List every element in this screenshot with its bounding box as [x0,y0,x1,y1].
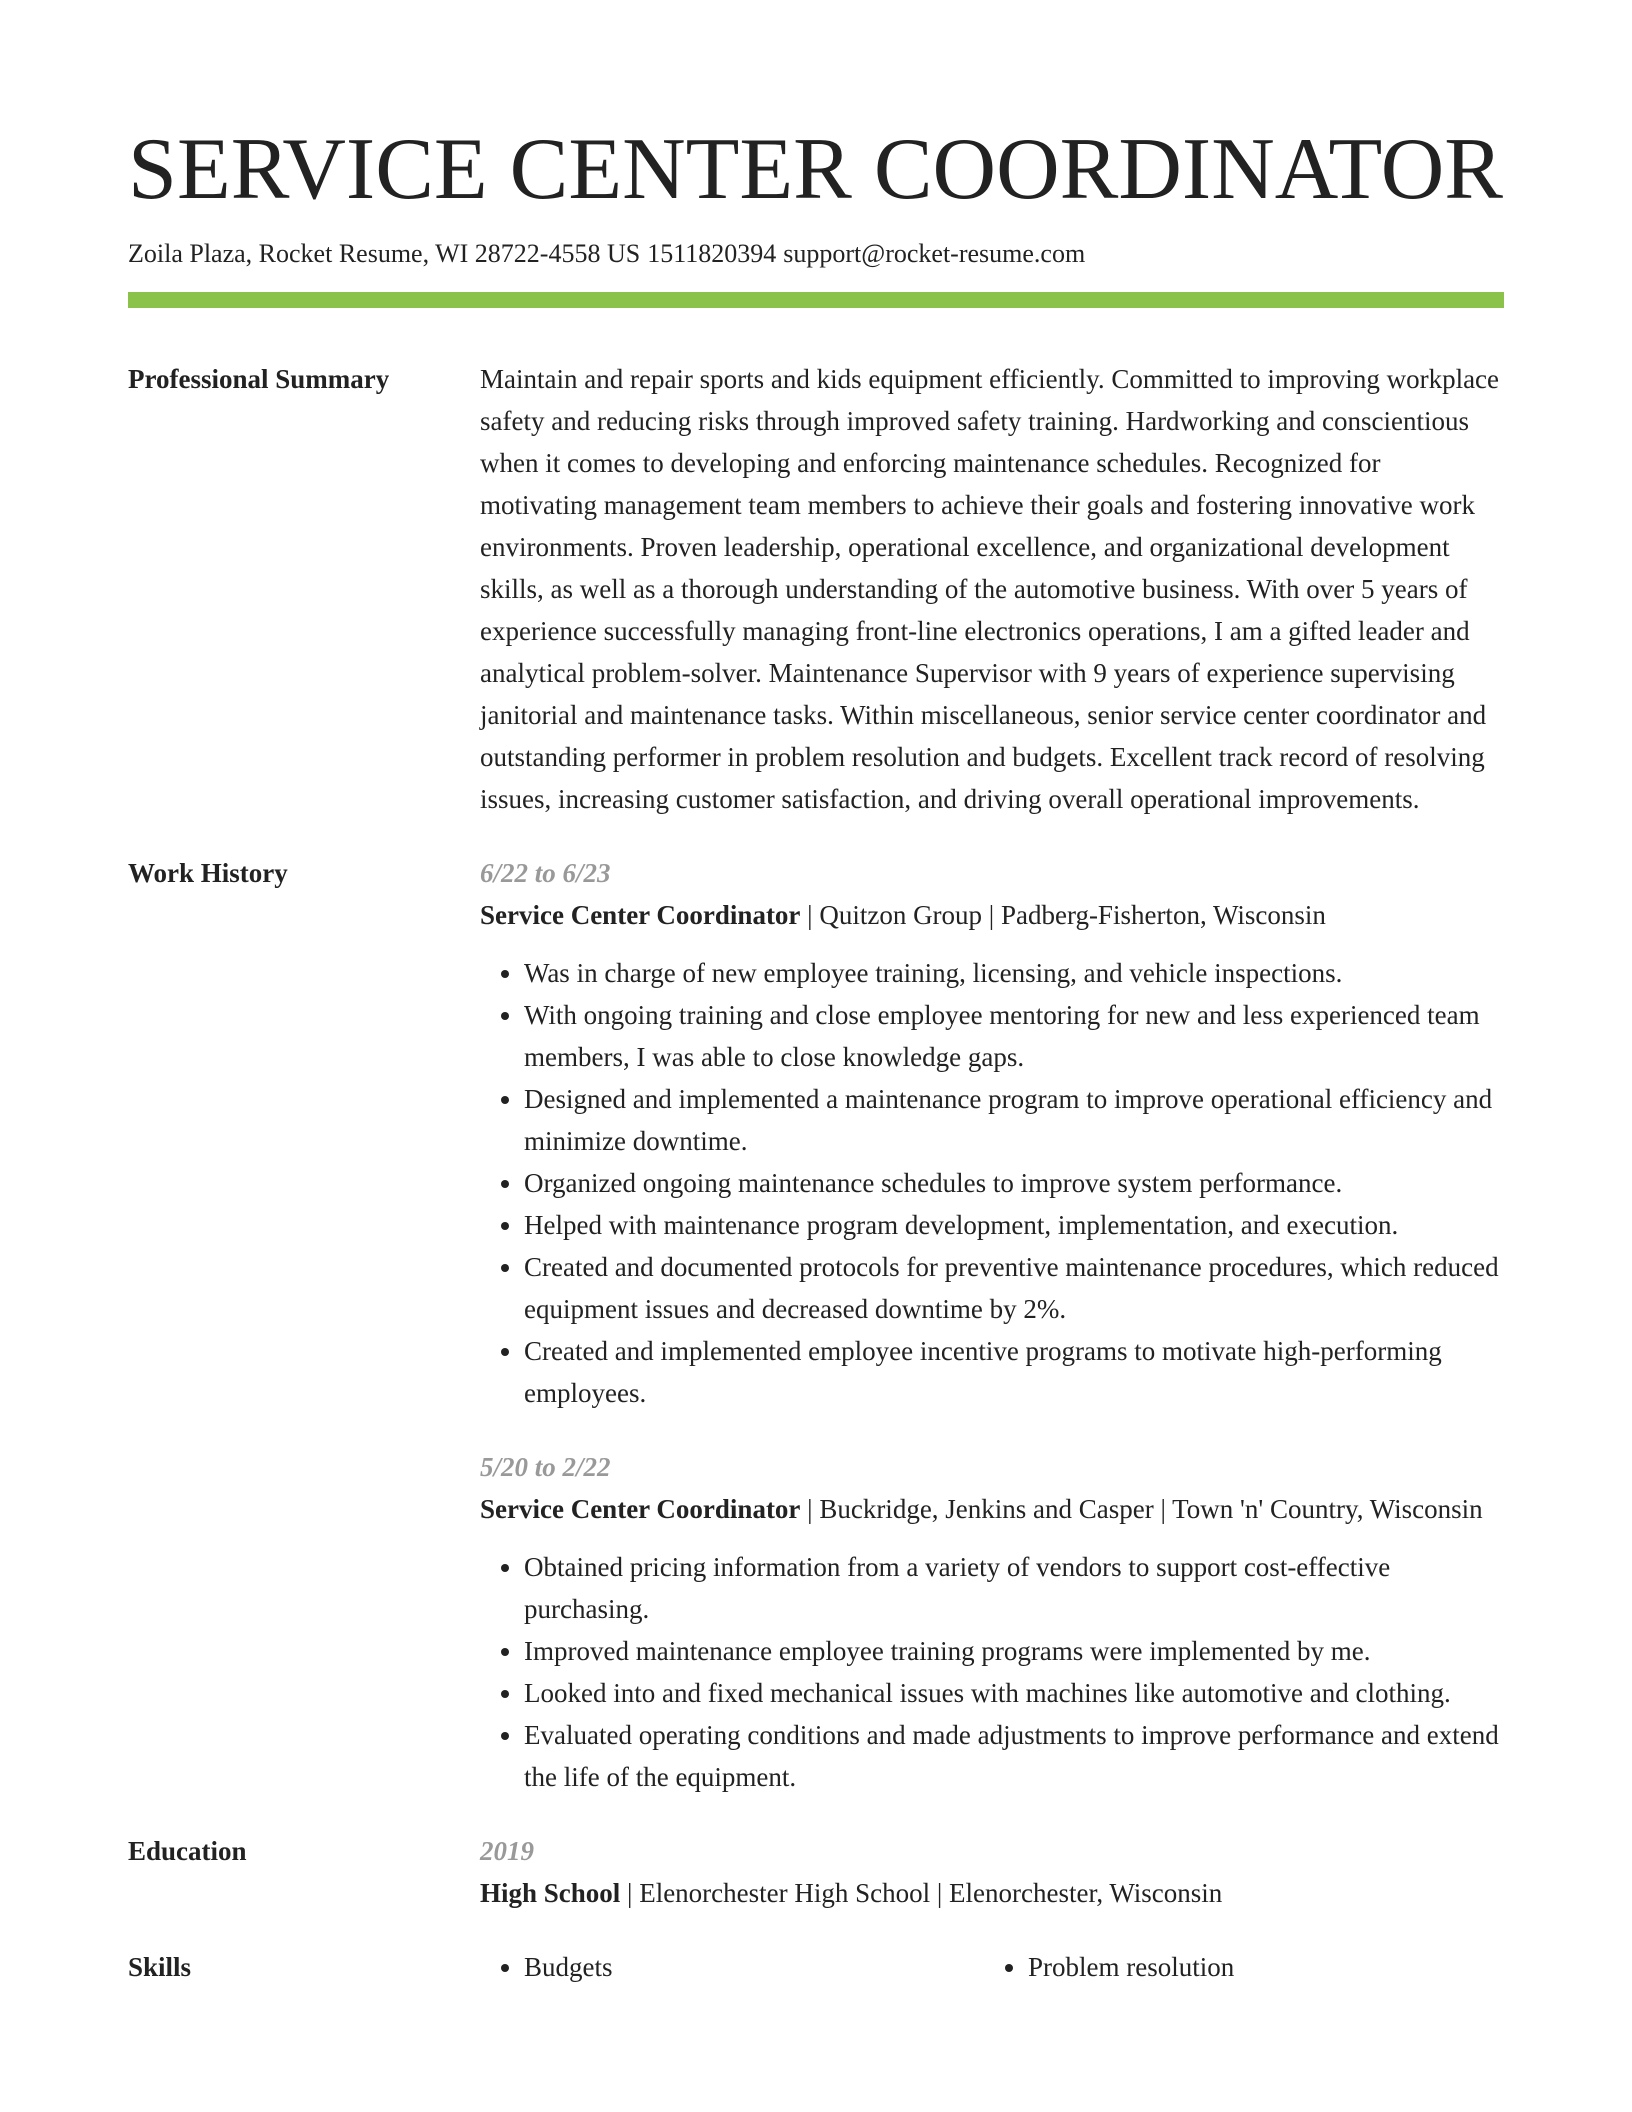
job-bullet: • With ongoing training and close employee mentoring for new and less experienced team members, I was able to close knowledge gaps. [524,994,1504,1078]
resume-title: SERVICE CENTER COORDINATOR [128,121,1503,218]
job-bullet: • Evaluated operating conditions and made adjustments to improve performance and extend the life of the equipment. [524,1714,1504,1798]
job-entry [480,1446,1504,1798]
contact-line [128,236,1504,272]
skills-list [480,1946,1504,1988]
skills-section [128,1946,1504,1988]
job-bullet: • Was in charge of new employee training, licensing, and vehicle inspections. [524,952,1504,994]
summary-text: Maintain and repair sports and kids equipment efficiently. Committed to improving workplace safety and reducing risks through improved safety training. Hardworking and conscientious when it comes to developing and enforcing maintenance schedules. Recognized for motivating management team members to achieve their goals and fostering innovative work environments. Proven leadership, operational excellence, and organizational development skills, as well as a thorough understanding of the automotive business. With over 5 years of experience successfully managing front-line electronics operations, I am a gifted leader and analytical problem-solver. Maintenance Supervisor with 9 years of experience supervising janitorial and maintenance tasks. Within miscellaneous, senior service center coordinator and outstanding performer in problem resolution and budgets. Excellent track record of resolving issues, increasing customer satisfaction, and driving overall operational improvements. [480,364,1500,814]
job-heading [480,1488,1504,1530]
job-bullet: • Designed and implemented a maintenance program to improve operational efficiency and minimize downtime. [524,1078,1504,1162]
work-history-section [128,852,1504,1798]
contact-phone: 1511820394 [647,239,777,268]
education-degree: High School [480,1878,621,1908]
job-heading [480,894,1504,936]
accent-divider [128,292,1504,308]
section-label-education: Education [128,1836,247,1866]
contact-address: Zoila Plaza, Rocket Resume, WI 28722-4558 US [128,239,641,268]
education-details: | Elenorchester High School | Elenorchester, Wisconsin [620,1878,1223,1908]
education-date: 2019 [480,1836,534,1866]
education-section [128,1830,1504,1914]
contact-email: support@rocket-resume.com [783,239,1086,268]
job-bullet: • Obtained pricing information from a variety of vendors to support cost-effective purchasing. [524,1546,1504,1630]
job-title: Service Center Coordinator [480,900,801,930]
job-bullets [480,952,1504,1414]
job-bullet: • Improved maintenance employee training programs were implemented by me. [524,1630,1504,1672]
job-bullet: • Looked into and fixed mechanical issues with machines like automotive and clothing. [524,1672,1504,1714]
job-title: Service Center Coordinator [480,1494,801,1524]
skill-item: • Budgets [524,1946,1028,1988]
professional-summary-section [128,358,1504,820]
job-bullet: • Created and documented protocols for preventive maintenance procedures, which reduced equipment issues and decreased downtime by 2%. [524,1246,1504,1330]
resume-page [128,118,1504,1988]
section-label-summary: Professional Summary [128,364,390,394]
job-details: | Buckridge, Jenkins and Casper | Town 'n' Country, Wisconsin [800,1494,1483,1524]
job-date: 5/20 to 2/22 [480,1452,611,1482]
job-date: 6/22 to 6/23 [480,858,611,888]
section-label-skills: Skills [128,1952,192,1982]
job-bullet: • Organized ongoing maintenance schedules to improve system performance. [524,1162,1504,1204]
education-heading [480,1872,1504,1914]
section-label-work: Work History [128,858,288,888]
job-bullet: • Created and implemented employee incentive programs to motivate high-performing employees. [524,1330,1504,1414]
job-details: | Quitzon Group | Padberg-Fisherton, Wisconsin [800,900,1326,930]
skill-item: • Problem resolution [1028,1946,1532,1988]
job-bullets [480,1546,1504,1798]
job-entry [480,852,1504,1414]
job-bullet: • Helped with maintenance program development, implementation, and execution. [524,1204,1504,1246]
